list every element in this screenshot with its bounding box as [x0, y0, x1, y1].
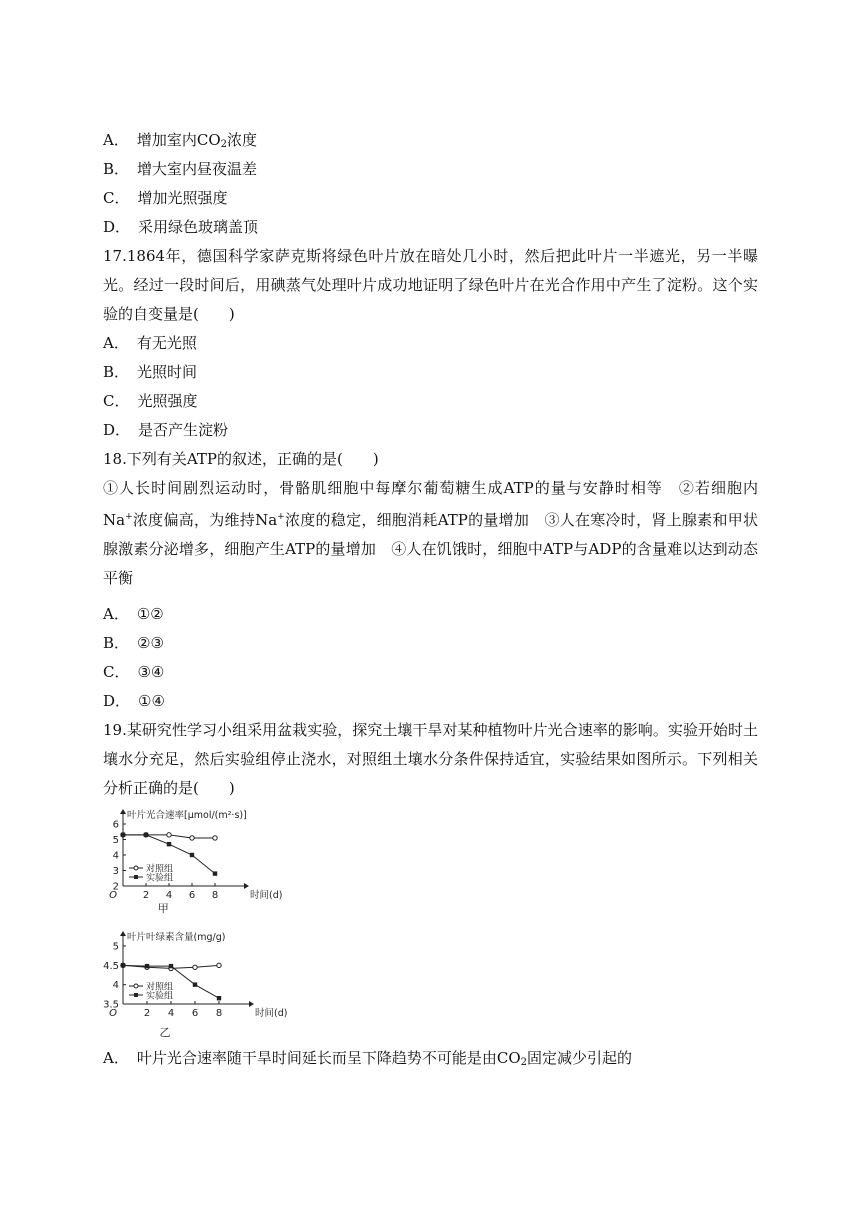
data-point-filled-square: [190, 853, 194, 857]
y-tick-label: 5: [112, 941, 119, 953]
x-tick-label: 8: [211, 890, 219, 901]
q18-option-b[interactable]: B． ②③: [103, 634, 164, 652]
y-tick-label: 4: [112, 850, 119, 862]
legend-label-1: 对照组: [146, 864, 174, 875]
chart-caption: 乙: [159, 1026, 171, 1039]
legend-marker-filled-square: [134, 993, 138, 997]
data-point-open-circle: [193, 965, 197, 969]
y-tick-label: 6: [112, 819, 119, 831]
data-point-filled-square: [217, 996, 221, 1000]
q16-option-c[interactable]: C． 增加光照强度: [103, 189, 228, 207]
q19-stem: 19.某研究性学习小组采用盆栽实验，探究土壤干旱对某种植物叶片光合速率的影响。实验开始时土壤水分充足，然后实验组停止浇水，对照组土壤水分条件保持适宜，实验结果如图所示。下列相关分析正确的是( ): [103, 721, 758, 797]
q18-option-d[interactable]: D． ①④: [103, 692, 165, 710]
x-axis-label: 时间(d): [250, 890, 283, 901]
data-point-open-circle: [213, 836, 217, 840]
y-tick-label: 3: [112, 866, 119, 877]
x-tick-label: 6: [191, 1008, 199, 1019]
origin-label: O: [109, 1008, 117, 1019]
legend-marker-filled-square: [134, 875, 138, 879]
q16-option-b[interactable]: B． 增大室内昼夜温差: [103, 160, 258, 178]
q17-option-a[interactable]: A． 有无光照: [103, 334, 197, 352]
x-axis-label: 时间(d): [255, 1008, 288, 1019]
q18-body: ①人长时间剧烈运动时，骨骼肌细胞中每摩尔葡萄糖生成ATP的量与安静时相等 ②若细胞内Na+浓度偏高，为维持Na+浓度的稳定，细胞消耗ATP的量增加 ③人在寒冷时，肾上腺素和甲状腺激素分泌增多，细胞产生ATP的量增加 ④人在饥饿时，细胞中ATP与ADP的含量难以达到动态平衡: [103, 479, 758, 587]
data-point-open-circle: [167, 833, 171, 837]
legend-marker-open-circle: [134, 984, 138, 988]
y-tick-label: 3.5: [103, 999, 119, 1011]
q17-option-b[interactable]: B． 光照时间: [103, 363, 198, 381]
x-tick-label: 8: [215, 1008, 223, 1019]
q17-stem: 17.1864年，德国科学家萨克斯将绿色叶片放在暗处几小时，然后把此叶片一半遮光，另一半曝光。经过一段时间后，用碘蒸气处理叶片成功地证明了绿色叶片在光合作用中产生了淀粉。这个实验的自变量是( ): [103, 247, 758, 323]
data-point-filled-square: [193, 982, 197, 986]
legend-label-1: 对照组: [146, 982, 174, 993]
y-tick-label: 4.5: [103, 960, 119, 972]
y-axis-arrow: [120, 809, 126, 814]
q18-option-c[interactable]: C． ③④: [103, 663, 165, 681]
q17-option-d[interactable]: D． 是否产生淀粉: [103, 421, 229, 439]
chart-title: 叶片光合速率[μmol/(m²·s)]: [127, 810, 247, 821]
legend-label-2: 实验组: [146, 873, 174, 884]
chart-title: 叶片叶绿素含量(mg/g): [127, 932, 226, 943]
x-tick-label: 2: [142, 890, 150, 901]
data-point-filled-square: [213, 871, 217, 875]
y-tick-label: 5: [112, 835, 119, 846]
x-tick-label: 2: [143, 1008, 151, 1019]
chart-yi-chlorophyll-content: [103, 928, 288, 1040]
y-tick-label: 4: [112, 980, 119, 992]
q16-option-a[interactable]: A． 增加室内$CO_2$浓度: [103, 131, 258, 150]
origin-label: O: [109, 890, 117, 901]
data-point-filled-square: [121, 833, 125, 837]
y-axis-arrow: [120, 931, 126, 936]
chart-caption: 甲: [157, 902, 169, 915]
data-point-open-circle: [190, 836, 194, 840]
x-axis-arrow: [244, 883, 249, 889]
data-point-open-circle: [217, 963, 221, 967]
data-point-filled-square: [144, 833, 148, 837]
q17-option-c[interactable]: C． 光照强度: [103, 392, 198, 410]
x-axis-arrow: [249, 1001, 254, 1007]
data-point-filled-square: [121, 963, 125, 967]
x-tick-label: 4: [165, 890, 173, 901]
q16-option-d[interactable]: D． 采用绿色玻璃盖顶: [103, 218, 259, 236]
q18-stem: 18.下列有关ATP的叙述，正确的是( ): [103, 450, 379, 468]
legend-label-2: 实验组: [146, 991, 174, 1002]
q18-option-a[interactable]: A． ①②: [103, 605, 164, 623]
x-tick-label: 6: [188, 890, 196, 901]
data-point-filled-square: [169, 964, 173, 968]
y-tick-label: 2: [112, 881, 119, 893]
data-point-filled-square: [145, 964, 149, 968]
q19-option-a[interactable]: A． 叶片光合速率随干旱时间延长而呈下降趋势不可能是由$CO_2$固定减少引起的: [103, 1049, 633, 1068]
chart-jia-photosynthesis-rate: [103, 812, 283, 918]
x-tick-label: 4: [167, 1008, 175, 1019]
data-point-filled-square: [167, 842, 171, 846]
legend-marker-open-circle: [134, 866, 138, 870]
